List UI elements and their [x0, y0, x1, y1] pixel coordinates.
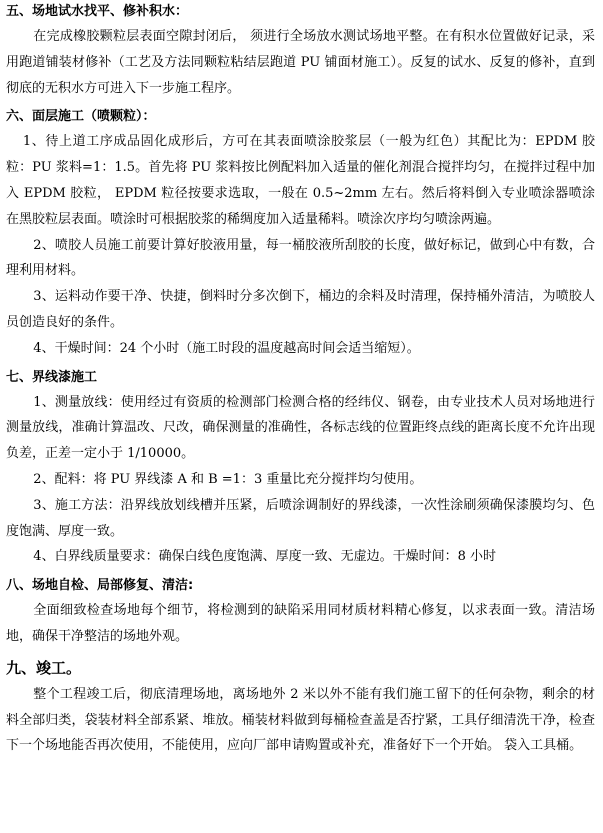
section-6-heading: 六、面层施工（喷颗粒）：: [6, 109, 156, 125]
section-9-paragraph-1: 整个工程竣工后，彻底清理场地，离场地外 2 米以外不能有我们施工留下的任何杂物，剩余的材料全部归类，袋装材料全部系紧、堆放。桶装材料做到每桶检查盖是否拧紧，工具仔细清洗干净，检查下一个场地能否再次使用，不能使用，应向厂部申请购置或补充，准备好下一个开始。 袋入工具桶。: [6, 686, 595, 754]
section-7-paragraph-3: 3、施工方法：沿界线放划线槽并压紧，后喷涂调制好的界线漆，一次性涂刷须确保漆膜均匀、色度饱满、厚度一致。: [6, 497, 595, 539]
section-6-paragraph-4: 4、干燥时间：24 个小时（施工时段的温度越高时间会适当缩短）。: [33, 340, 420, 356]
section-5-heading: 五、场地试水找平、修补积水：: [6, 4, 189, 19]
section-8-heading: 八、场地自检、局部修复、清洁:: [6, 578, 194, 594]
section-6-paragraph-1: 1、待上道工序成品固化成形后，方可在其表面喷涂胶浆层（一般为红色）其配比为：EPDM 胶粒：PU 浆料=1：1.5。首先将 PU 浆料按比例配料加入适量的催化剂混合搅拌均匀，在搅拌过程中加入 EPDM 胶粒， EPDM 粒径按要求选取，一般在 0.5~2mm 左右。然后将料倒入专业喷涂器喷涂在黑胶粒层表面。喷涂时可根据胶浆的稀绸度加入适量稀料。喷涂次序均匀喷涂两遍。: [6, 134, 595, 227]
section-7-paragraph-4: 4、白界线质量要求：确保白线色度饱满、厚度一致、无虚边。干燥时间：8 小时: [33, 549, 496, 565]
section-5-paragraph-1: 在完成橡胶颗粒层表面空隙封闭后， 须进行全场放水测试场地平整。在有积水位置做好记录，采用跑道铺装材修补（工艺及方法同颗粒粘结层跑道 PU 铺面材施工）。反复的试水、反复的修补，直到彻底的无积水方可进入下一步施工程序。: [6, 29, 595, 96]
section-6-paragraph-3: 3、运料动作要干净、快捷，倒料时分多次倒下，桶边的余料及时清理，保持桶外清洁，为喷胶人员创造良好的条件。: [6, 289, 595, 330]
section-7-paragraph-1: 1、测量放线：使用经过有资质的检测部门检测合格的经纬仪、钢卷，由专业技术人员对场地进行测量放线，准确计算温改、尺改，确保测量的准确性，各标志线的位置距终点线的距离长度不允许出现负差，正差一定小于 1/10000。: [6, 394, 595, 462]
section-7-heading: 七、界线漆施工: [6, 369, 98, 385]
section-9-heading: 九、竣工。: [6, 658, 82, 677]
section-8-paragraph-1: 全面细致检查场地每个细节，将检测到的缺陷采用同材质材料精心修复，以求表面一致。清洁场地，确保干净整洁的场地外观。: [6, 603, 595, 644]
section-7-paragraph-2: 2、配料：将 PU 界线漆 A 和 B =1：3 重量比充分搅拌均匀使用。: [33, 471, 423, 487]
section-6-paragraph-2: 2、喷胶人员施工前要计算好胶液用量，每一桶胶液所刮胶的长度，做好标记，做到心中有数，合理利用材料。: [6, 237, 595, 279]
